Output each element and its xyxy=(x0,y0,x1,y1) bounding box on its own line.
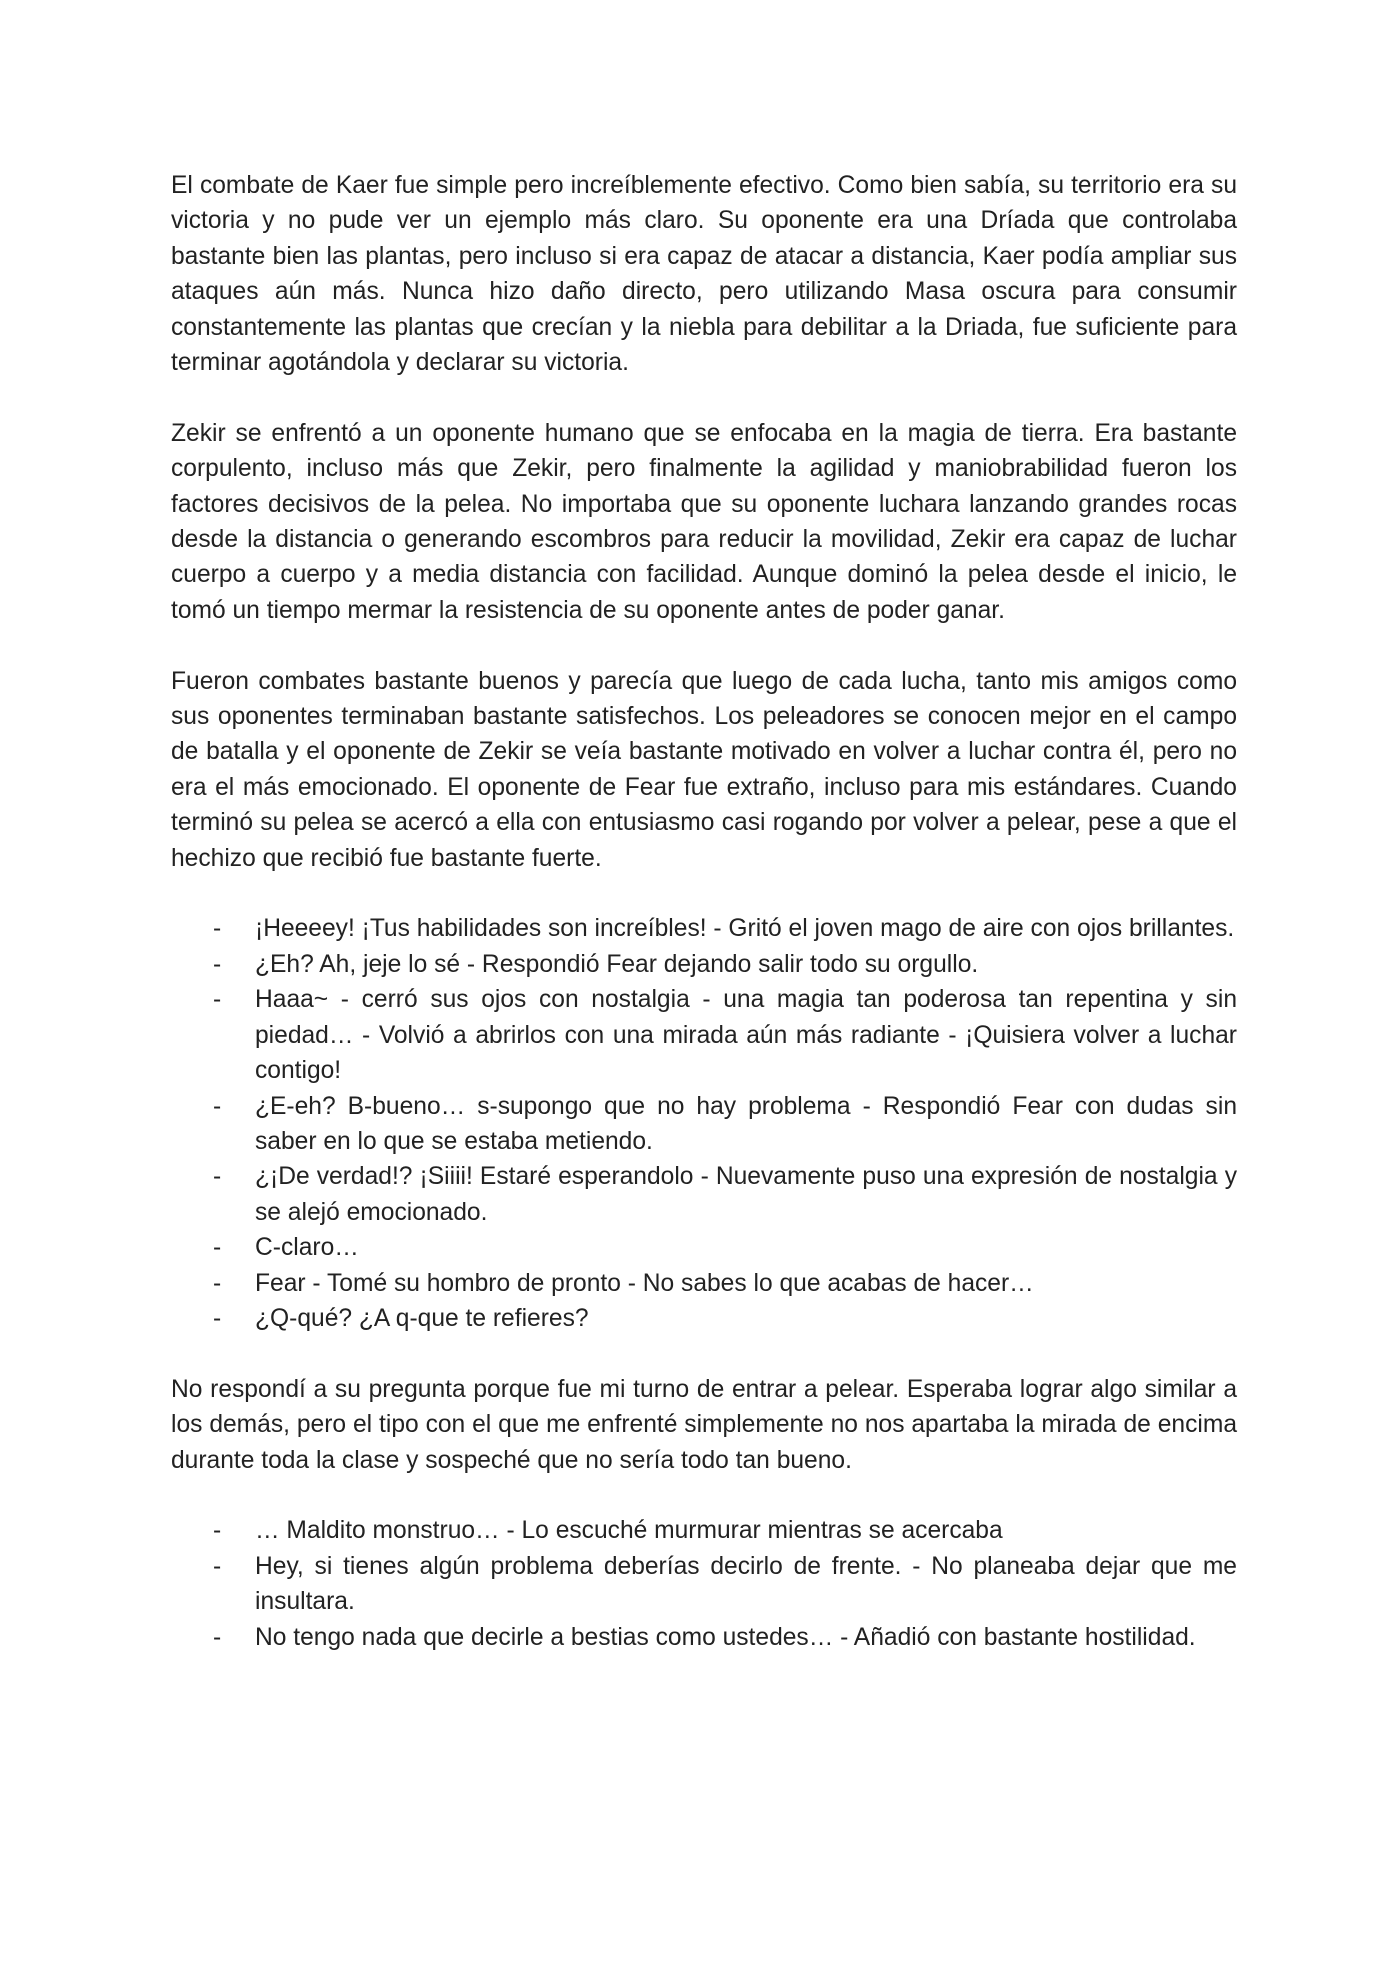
dialogue-dash: - xyxy=(213,1269,222,1297)
dialogue-text: … Maldito monstruo… - Lo escuché murmurar mientras se acercaba xyxy=(255,1517,1003,1545)
dialogue-dash: - xyxy=(213,1552,222,1580)
dialogue-dash: - xyxy=(213,1234,222,1262)
dialogue-line xyxy=(171,1549,1237,1620)
dialogue-text: No tengo nada que decirle a bestias como ustedes… - Añadió con bastante hostilidad. xyxy=(255,1623,1196,1651)
paragraph-zekir-combat: Zekir se enfrentó a un oponente humano que se enfocaba en la magia de tierra. Era bastante corpulento, incluso más que Zekir, pero finalmente la agilidad y maniobrabilidad fueron los factores decisivos de la pelea. No importaba que su oponente luchara lanzando grandes rocas desde la distancia o generando escombros para reducir la movilidad, Zekir era capaz de luchar cuerpo a cuerpo y a media distancia con facilidad. Aunque dominó la pelea desde el inicio, le tomó un tiempo mermar la resistencia de su oponente antes de poder ganar. xyxy=(171,419,1237,624)
dialogue-dash: - xyxy=(213,1304,222,1332)
paragraph-kaer-combat: El combate de Kaer fue simple pero increíblemente efectivo. Como bien sabía, su territorio era su victoria y no pude ver un ejemplo más claro. Su oponente era una Dríada que controlaba bastante bien las plantas, pero incluso si era capaz de atacar a distancia, Kaer podía ampliar sus ataques aún más. Nunca hizo daño directo, pero utilizando Masa oscura para consumir constantemente las plantas que crecían y la niebla para debilitar a la Driada, fue suficiente para terminar agotándola y declarar su victoria. xyxy=(171,172,1237,377)
dialogue-dash: - xyxy=(213,986,222,1014)
dialogue-line xyxy=(171,1620,1237,1655)
dialogue-text: Fear - Tomé su hombro de pronto - No sabes lo que acabas de hacer… xyxy=(255,1269,1034,1297)
dialogue-line xyxy=(171,1513,1237,1548)
dialogue-line xyxy=(171,911,1237,946)
dialogue-text: Haaa~ - cerró sus ojos con nostalgia - una magia tan poderosa tan repentina y sin piedad… - Volvió a abrirlos con una mirada aún más radiante - ¡Quisiera volver a luchar contigo! xyxy=(255,986,1237,1085)
dialogue-line xyxy=(171,982,1237,1088)
dialogue-line xyxy=(171,1266,1237,1301)
dialogue-line xyxy=(171,1089,1237,1160)
dialogue-line xyxy=(171,1230,1237,1265)
dialogue-text: ¡Heeeey! ¡Tus habilidades son increíbles! - Gritó el joven mago de aire con ojos brillantes. xyxy=(255,915,1235,943)
paragraph-my-turn: No respondí a su pregunta porque fue mi turno de entrar a pelear. Esperaba lograr algo similar a los demás, pero el tipo con el que me enfrenté simplemente no nos apartaba la mirada de encima durante toda la clase y sospeché que no sería todo tan bueno. xyxy=(171,1375,1237,1474)
dialogue-list-opponent xyxy=(171,1513,1237,1655)
dialogue-dash: - xyxy=(213,915,222,943)
dialogue-text: ¿Q-qué? ¿A q-que te refieres? xyxy=(255,1304,589,1332)
dialogue-dash: - xyxy=(213,1092,222,1120)
dialogue-line xyxy=(171,1301,1237,1336)
paragraph-fear-opponent: Fueron combates bastante buenos y parecía que luego de cada lucha, tanto mis amigos como sus oponentes terminaban bastante satisfechos. Los peleadores se conocen mejor en el campo de batalla y el oponente de Zekir se veía bastante motivado en volver a luchar contra él, pero no era el más emocionado. El oponente de Fear fue extraño, incluso para mis estándares. Cuando terminó su pelea se acercó a ella con entusiasmo casi rogando por volver a pelear, pese a que el hechizo que recibió fue bastante fuerte. xyxy=(171,667,1237,872)
dialogue-text: ¿E-eh? B-bueno… s-supongo que no hay problema - Respondió Fear con dudas sin saber en lo que se estaba metiendo. xyxy=(255,1092,1237,1155)
dialogue-line xyxy=(171,1159,1237,1230)
dialogue-dash: - xyxy=(213,1517,222,1545)
dialogue-dash: - xyxy=(213,950,222,978)
dialogue-dash: - xyxy=(213,1163,222,1191)
dialogue-line xyxy=(171,947,1237,982)
dialogue-list-fear xyxy=(171,911,1237,1336)
dialogue-text: C-claro… xyxy=(255,1234,359,1262)
dialogue-text: ¿Eh? Ah, jeje lo sé - Respondió Fear dejando salir todo su orgullo. xyxy=(255,950,979,978)
dialogue-text: Hey, si tienes algún problema deberías decirlo de frente. - No planeaba dejar que me insultara. xyxy=(255,1552,1237,1616)
dialogue-text: ¿¡De verdad!? ¡Siiii! Estaré esperandolo - Nuevamente puso una expresión de nostalgia y se alejó emocionado. xyxy=(255,1163,1237,1226)
dialogue-dash: - xyxy=(213,1623,222,1651)
document-page xyxy=(171,168,1237,1690)
